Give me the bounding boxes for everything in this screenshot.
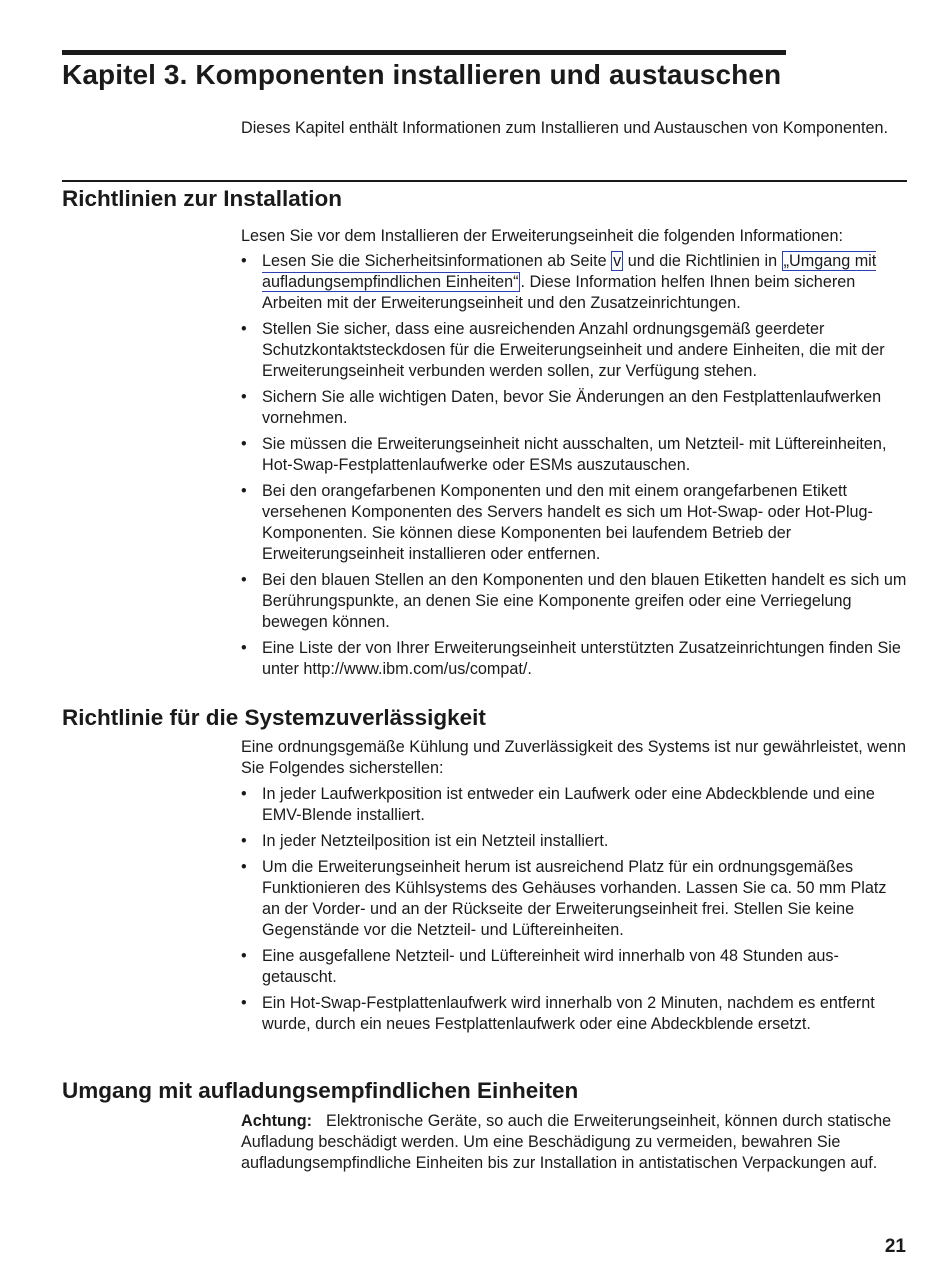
attention-label: Achtung: [241,1112,313,1130]
list-item: • Ein Hot-Swap-Festplattenlaufwerk wird innerhalb von 2 Minuten, nachdem es entfernt wurde, durch ein neues Festplattenlaufwerk oder eine Abdeckblende ersetzt. [241,993,907,1035]
list-item: • Eine ausgefallene Netzteil- und Lüftereinheit wird innerhalb von 48 Stunden ausgetauscht. [241,946,907,988]
list-item: • In jeder Laufwerkposition ist entweder ein Laufwerk oder eine Abdeckblende und eine EMV-Blende installiert. [241,784,907,826]
chapter-intro: Dieses Kapitel enthält Informationen zum Installieren und Austauschen von Komponenten. [241,119,889,137]
bullet-text: und die Richtlinien in [623,252,782,270]
bullet-text: Lesen Sie die Sicherheitsinformationen ab Seite [262,252,612,270]
page-ref-link[interactable]: v [613,252,622,270]
reliability-section [241,737,907,1035]
esd-paragraph [241,1111,907,1174]
esd-section-link[interactable]: „Umgang mit aufladungsempfindlichen Einheiten“ [262,252,877,291]
install-list [241,251,907,680]
esd-heading: Umgang mit aufladungsempfindlichen Einheiten [62,1078,579,1103]
esd-section [241,1111,907,1174]
list-item: • Stellen Sie sicher, dass eine ausreichenden Anzahl ordnungsgemäß geerdeter Schutzkontaktsteckdosen für die Erweiterungseinheit und andere Einheiten, die mit der Erweiterungseinheit verbunden werden sollen, zur Verfügung stehen. [241,319,907,382]
chapter-top-rule [62,50,786,55]
install-heading: Richtlinien zur Installation [62,186,343,211]
reliability-list [241,784,907,1035]
list-item: • Um die Erweiterungseinheit herum ist ausreichend Platz für ein ordnungsgemäßes Funktionieren des Kühlsystems des Gehäuses vorhanden. Lassen Sie ca. 50 mm Platz an der Vorder- und an der Rückseite der Erweiterungseinheit frei. Stellen Sie keine Gegenstände vor die Netzteil- und Lüftereinheiten. [241,857,907,941]
list-item [241,251,907,314]
install-lead: Lesen Sie vor dem Installieren der Erweiterungseinheit die folgenden Informationen: [241,227,843,245]
section-rule [62,180,907,182]
reliability-heading: Richtlinie für die Systemzuverlässigkeit [62,705,486,730]
list-item: • Bei den blauen Stellen an den Komponenten und den blauen Etiketten handelt es sich um Berührungspunkte, an denen Sie eine Komponente greifen oder eine Verriegelung bewegen können. [241,570,907,633]
list-item: • Sichern Sie alle wichtigen Daten, bevor Sie Änderungen an den Festplattenlaufwerken vornehmen. [241,387,907,429]
list-item: • Bei den orangefarbenen Komponenten und den mit einem orangefarbenen Etikett versehenen Komponenten des Servers handelt es sich um Hot-Swap- oder Hot-Plug-Komponenten. Sie können diese Komponenten bei laufendem Betrieb der Erweiterungseinheit installieren oder entfernen. [241,481,907,565]
bullet-text: . Diese Information helfen Ihnen beim sicheren Arbeiten mit der Erweiterungseinheit und den Zusatzeinrichtungen. [262,273,856,312]
page-number: 21 [884,1236,906,1257]
list-item: • Eine Liste der von Ihrer Erweiterungseinheit unterstützten Zusatzeinrichtungen finden Sie unter http://www.ibm.com/us/compat/. [241,638,907,680]
install-section [241,226,907,680]
list-item: • Sie müssen die Erweiterungseinheit nicht ausschalten, um Netzteil- mit Lüftereinheiten, Hot-Swap-Festplattenlaufwerke oder ESMs auszutauschen. [241,434,907,476]
list-item: • In jeder Netzteilposition ist ein Netzteil installiert. [241,831,907,852]
reliability-lead: Eine ordnungsgemäße Kühlung und Zuverlässigkeit des Systems ist nur gewährleistet, wenn Sie Folgendes sicherstellen: [241,738,906,777]
esd-text: Elektronische Geräte, so auch die Erweiterungseinheit, können durch statische Aufladung beschädigt werden. Um eine Beschädigung zu vermeiden, bewahren Sie aufladungsempfindliche Einheiten bis zur Installation in antistatischen Verpackungen auf. [241,1112,892,1172]
chapter-title: Kapitel 3. Komponenten installieren und austauschen [62,59,782,90]
